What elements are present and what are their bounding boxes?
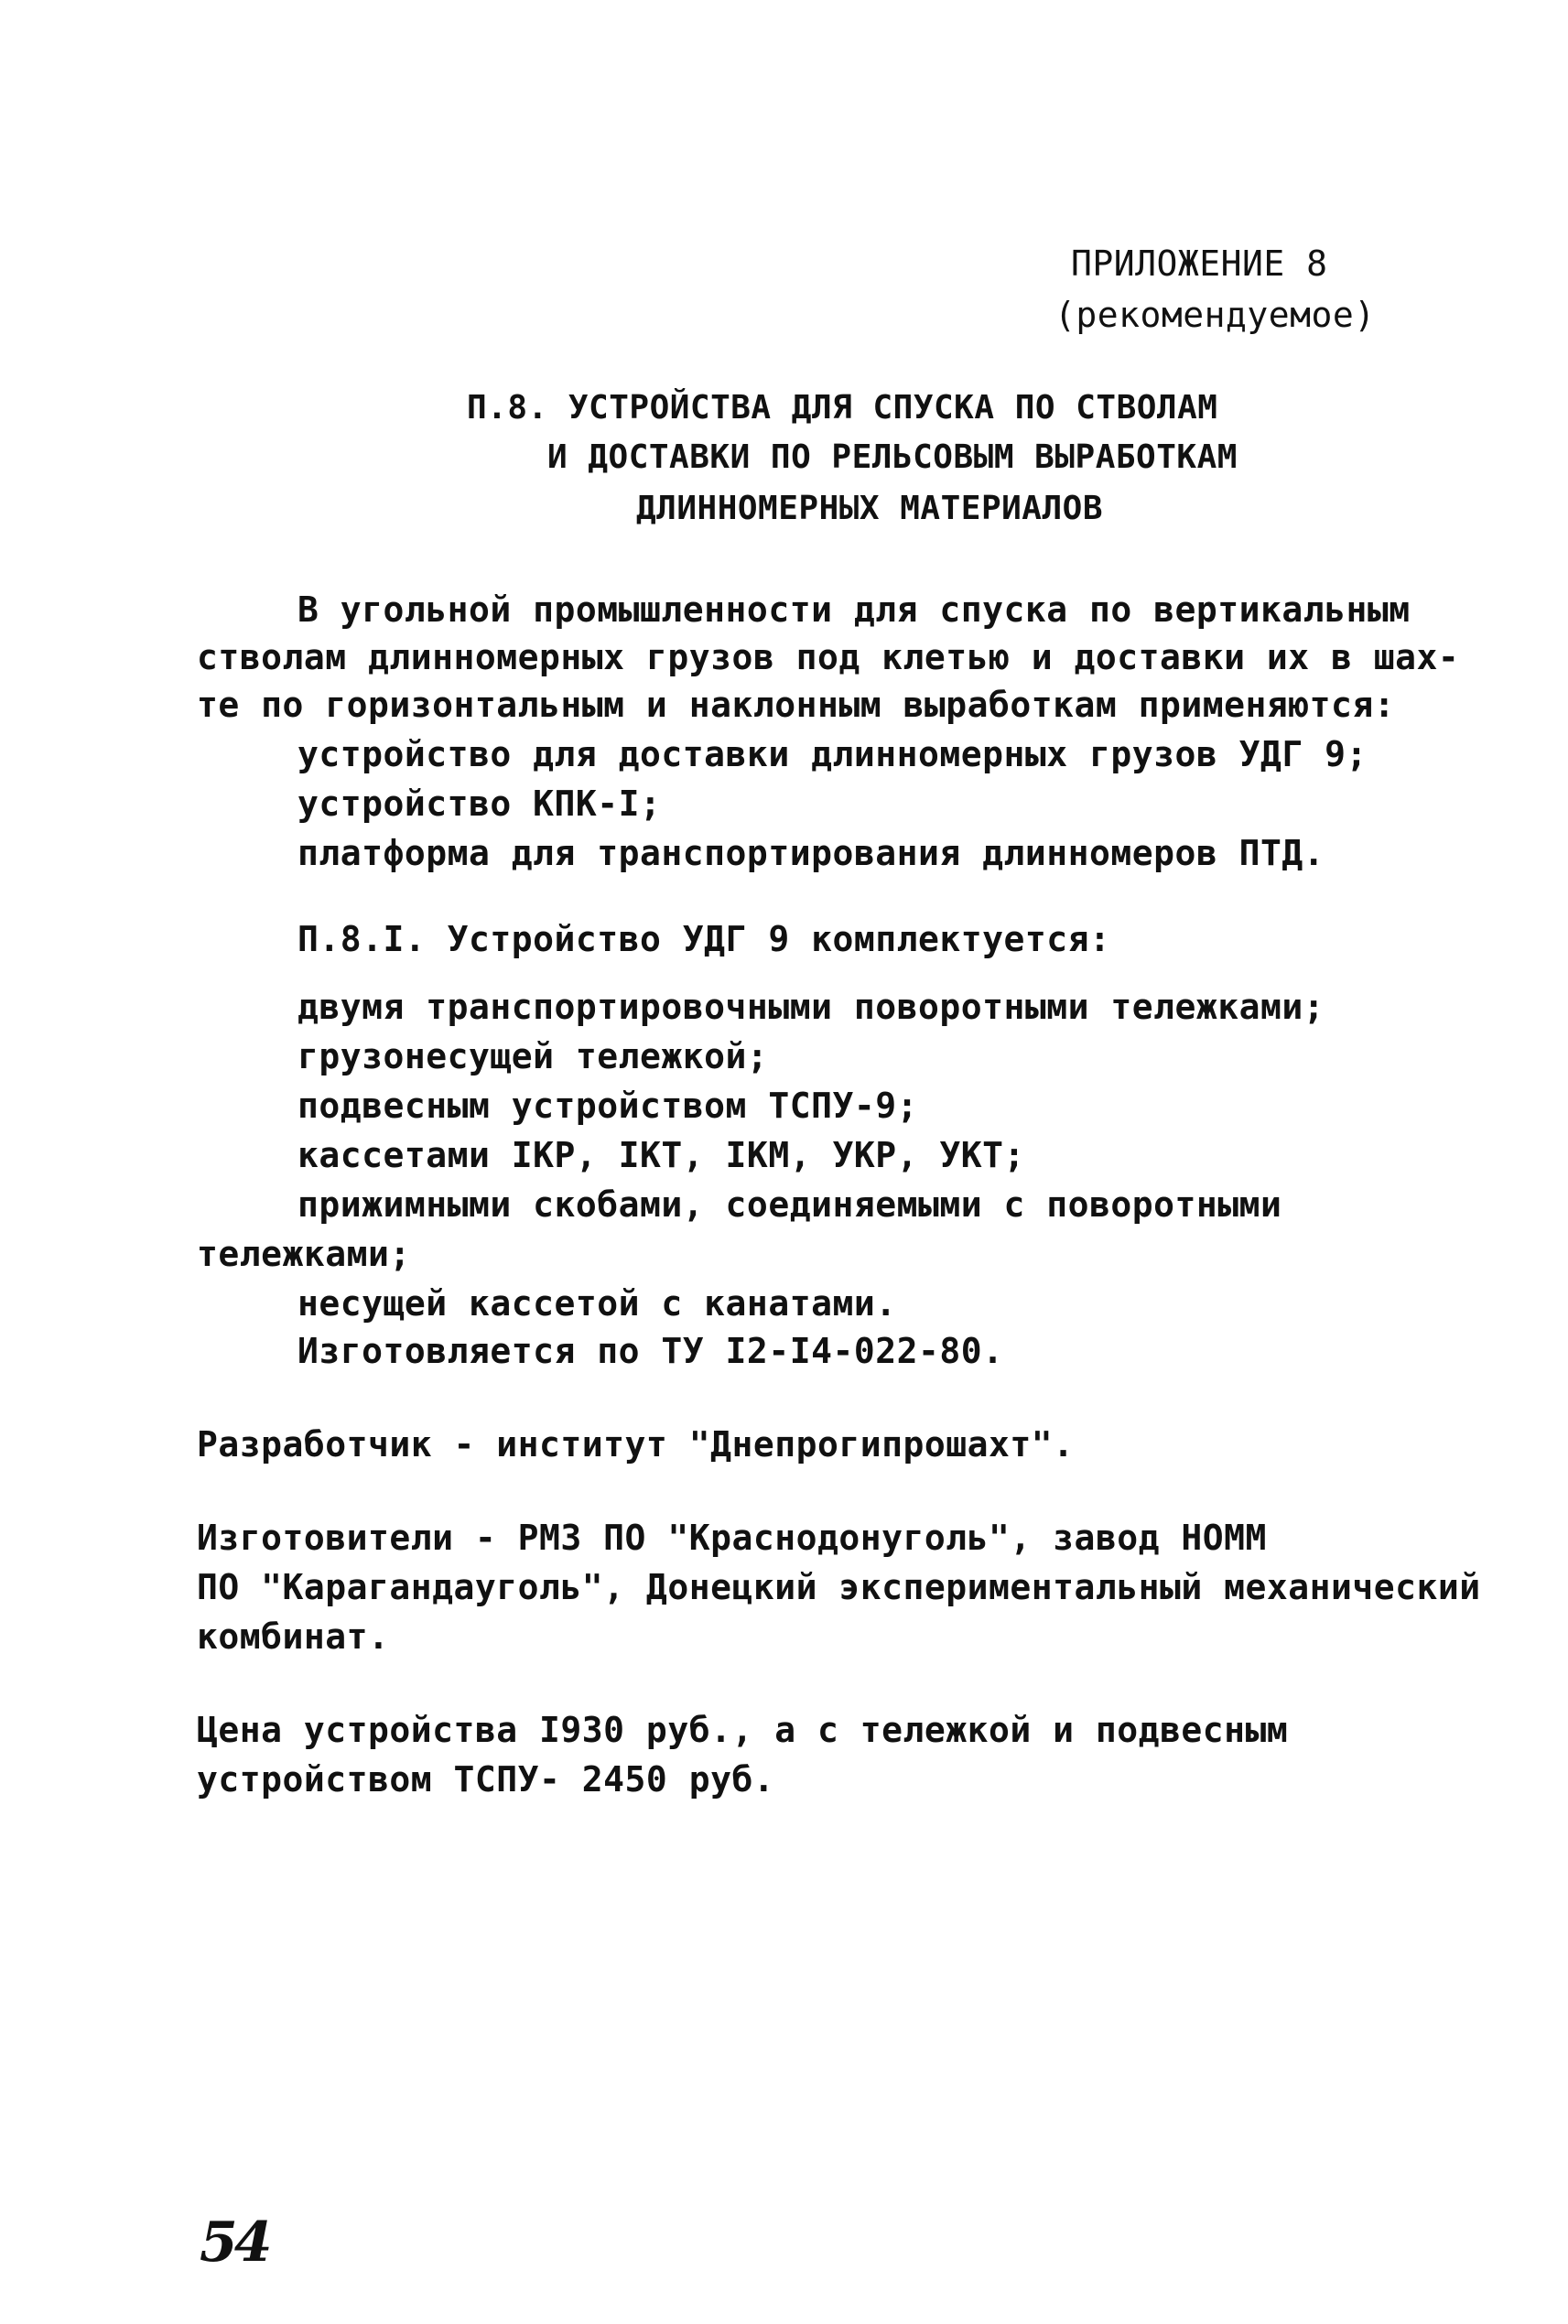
intro-line-1: В угольной промышленности для спуска по вертикальным xyxy=(297,589,1411,630)
section-list-item: несущей кассетой с канатами. xyxy=(297,1283,897,1324)
section-list-item: кассетами IКР, IКТ, IКМ, УКР, УКТ; xyxy=(297,1135,1025,1175)
section-list-item: прижимными скобами, соединяемыми с поворотными xyxy=(297,1184,1282,1225)
intro-item-2: устройство КПК-I; xyxy=(297,784,662,824)
manufacturers-line-1: Изготовители - РМЗ ПО "Краснодонуголь", завод НОММ xyxy=(197,1518,1267,1558)
page-number: 54 xyxy=(200,2211,269,2275)
intro-item-1: устройство для доставки длинномерных грузов УДГ 9; xyxy=(297,734,1368,774)
intro-line-3: те по горизонтальным и наклонным выработкам применяются: xyxy=(197,685,1396,725)
price-line-2: устройством ТСПУ- 2450 руб. xyxy=(197,1759,775,1800)
intro-item-3: платформа для транспортирования длинномеров ПТД. xyxy=(297,833,1325,873)
appendix-note: (рекомендуемое) xyxy=(1054,295,1376,335)
section-list-item: подвесным устройством ТСПУ-9; xyxy=(297,1086,918,1126)
price-line-1: Цена устройства I930 руб., а с тележкой и подвесным xyxy=(197,1710,1289,1750)
section-heading-line-2: И ДОСТАВКИ ПО РЕЛЬСОВЫМ ВЫРАБОТКАМ xyxy=(547,438,1238,476)
manufacture-spec: Изготовляется по ТУ I2-I4-022-80. xyxy=(297,1331,1004,1371)
section-heading-line-3: ДЛИННОМЕРНЫХ МАТЕРИАЛОВ xyxy=(636,490,1103,527)
section-list-item: грузонесущей тележкой; xyxy=(297,1036,769,1076)
developer-line: Разработчик - институт "Днепрогипрошахт". xyxy=(197,1424,1075,1465)
section-list-item: двумя транспортировочными поворотными тележками; xyxy=(297,987,1325,1027)
intro-line-2: стволам длинномерных грузов под клетью и доставки их в шах- xyxy=(197,637,1460,677)
section-title: П.8.I. Устройство УДГ 9 комплектуется: xyxy=(297,919,1111,959)
section-list-item-continuation: тележками; xyxy=(197,1234,411,1274)
section-heading-line-1: П.8. УСТРОЙСТВА ДЛЯ СПУСКА ПО СТВОЛАМ xyxy=(467,389,1218,427)
manufacturers-line-2: ПО "Карагандауголь", Донецкий экспериментальный механический xyxy=(197,1567,1481,1607)
manufacturers-line-3: комбинат. xyxy=(197,1616,390,1657)
appendix-title: ПРИЛОЖЕНИЕ 8 xyxy=(1071,243,1328,284)
